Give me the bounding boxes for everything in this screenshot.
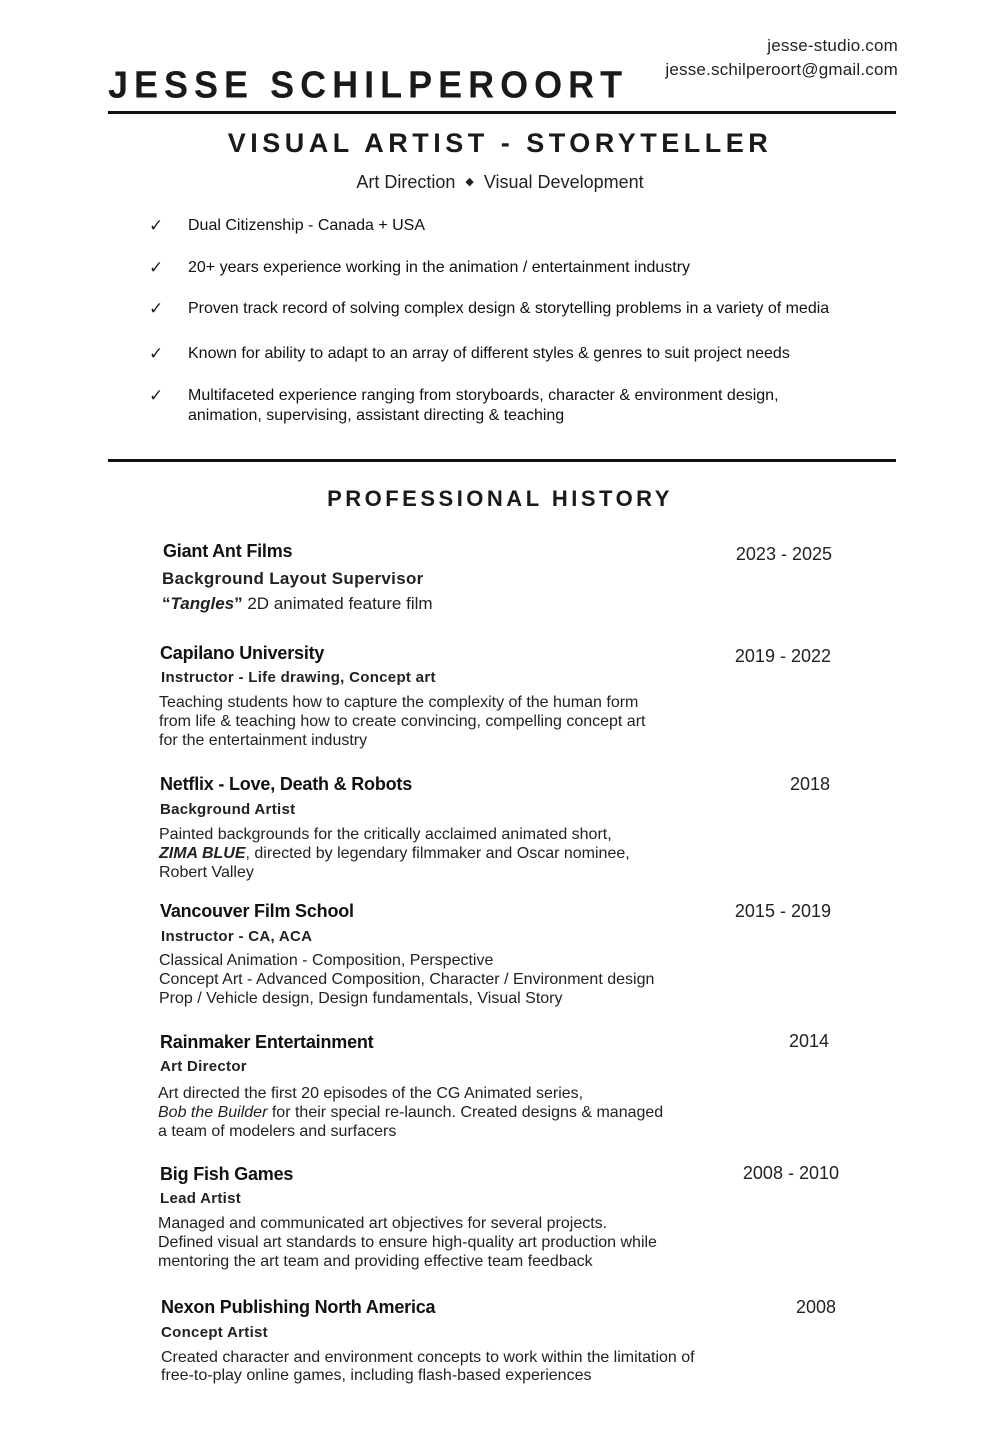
job-description-line: Prop / Vehicle design, Design fundamentals, Visual Story bbox=[159, 990, 563, 1007]
job-role: Instructor - CA, ACA bbox=[161, 928, 313, 945]
email-text: jesse.schilperoort@gmail.com bbox=[665, 60, 898, 79]
film-description: 2D animated feature film bbox=[242, 594, 433, 613]
job-description-line: mentoring the art team and providing effective team feedback bbox=[158, 1253, 593, 1270]
job-description-line: Painted backgrounds for the critically acclaimed animated short, bbox=[159, 826, 612, 843]
headline-title: VISUAL ARTIST - STORYTELLER bbox=[227, 128, 773, 158]
skill-art-direction: Art Direction bbox=[356, 172, 456, 192]
company-name: Rainmaker Entertainment bbox=[160, 1032, 374, 1052]
series-title: Bob the Builder bbox=[158, 1104, 268, 1121]
job-description-line bbox=[158, 1103, 758, 1122]
highlight-item: Proven track record of solving complex design & storytelling problems in a variety of media bbox=[188, 300, 830, 317]
highlight-item: Multifaceted experience ranging from storyboards, character & environment design, bbox=[188, 387, 779, 404]
resume-name: JESSE SCHILPEROORT bbox=[108, 62, 629, 106]
job-description-line: from life & teaching how to create convincing, compelling concept art bbox=[159, 713, 646, 730]
job-role: Background Artist bbox=[160, 801, 296, 818]
header-divider bbox=[108, 111, 896, 114]
check-icon: ✓ bbox=[149, 386, 164, 405]
job-description-line: Concept Art - Advanced Composition, Character / Environment design bbox=[159, 971, 655, 988]
job-description-line: Robert Valley bbox=[159, 864, 254, 881]
job-description-text: for their special re-launch. Created designs & managed bbox=[267, 1104, 664, 1121]
website-text: jesse-studio.com bbox=[767, 36, 898, 55]
skill-visual-development: Visual Development bbox=[483, 172, 644, 192]
open-quote: “ bbox=[162, 594, 171, 613]
job-date: 2018 bbox=[789, 774, 830, 794]
company-name: Giant Ant Films bbox=[163, 541, 293, 561]
job-description-line: for the entertainment industry bbox=[159, 732, 368, 749]
company-name: Netflix - Love, Death & Robots bbox=[160, 774, 413, 794]
highlight-item-continued: animation, supervising, assistant directing & teaching bbox=[188, 407, 565, 424]
job-date: 2019 - 2022 bbox=[734, 646, 831, 666]
job-role: Instructor - Life drawing, Concept art bbox=[161, 669, 436, 686]
job-date: 2014 bbox=[788, 1031, 829, 1051]
film-title: Tangles bbox=[170, 594, 235, 613]
highlight-item: Known for ability to adapt to an array of different styles & genres to suit project needs bbox=[188, 345, 790, 362]
check-icon: ✓ bbox=[149, 258, 164, 277]
job-description bbox=[162, 594, 762, 613]
job-description-line: Managed and communicated art objectives for several projects. bbox=[158, 1215, 608, 1232]
highlight-item: 20+ years experience working in the animation / entertainment industry bbox=[188, 259, 691, 276]
job-description-line: Art directed the first 20 episodes of the CG Animated series, bbox=[158, 1085, 584, 1102]
company-name: Vancouver Film School bbox=[160, 901, 354, 921]
job-description-line: Classical Animation - Composition, Perspective bbox=[159, 952, 494, 969]
job-date: 2008 bbox=[795, 1297, 836, 1317]
job-date: 2015 - 2019 bbox=[734, 901, 831, 921]
section-divider bbox=[108, 459, 896, 462]
job-role: Art Director bbox=[160, 1058, 247, 1075]
check-icon: ✓ bbox=[149, 299, 164, 318]
company-name: Nexon Publishing North America bbox=[161, 1297, 436, 1317]
job-description-line: Defined visual art standards to ensure high-quality art production while bbox=[158, 1234, 657, 1251]
job-role: Concept Artist bbox=[161, 1324, 268, 1341]
check-icon: ✓ bbox=[149, 216, 164, 235]
job-role: Background Layout Supervisor bbox=[162, 569, 424, 588]
history-title: PROFESSIONAL HISTORY bbox=[327, 486, 673, 511]
short-film-title: ZIMA BLUE bbox=[159, 845, 246, 862]
job-description-text: , directed by legendary filmmaker and Oscar nominee, bbox=[245, 845, 630, 862]
job-description-line: free-to-play online games, including flash-based experiences bbox=[161, 1367, 592, 1384]
close-quote: ” bbox=[234, 594, 243, 613]
diamond-separator-icon: ◆ bbox=[465, 176, 474, 188]
check-icon: ✓ bbox=[149, 344, 164, 363]
job-description-line bbox=[159, 844, 759, 863]
headline-skills bbox=[0, 172, 1000, 193]
job-date: 2023 - 2025 bbox=[735, 544, 832, 564]
job-description-line: Created character and environment concepts to work within the limitation of bbox=[161, 1349, 695, 1366]
job-date: 2008 - 2010 bbox=[742, 1163, 839, 1183]
job-description-line: a team of modelers and surfacers bbox=[158, 1123, 397, 1140]
job-description-line: Teaching students how to capture the complexity of the human form bbox=[159, 694, 639, 711]
company-name: Capilano University bbox=[160, 643, 325, 663]
job-role: Lead Artist bbox=[160, 1190, 242, 1207]
highlight-item: Dual Citizenship - Canada + USA bbox=[188, 217, 426, 234]
company-name: Big Fish Games bbox=[160, 1164, 294, 1184]
